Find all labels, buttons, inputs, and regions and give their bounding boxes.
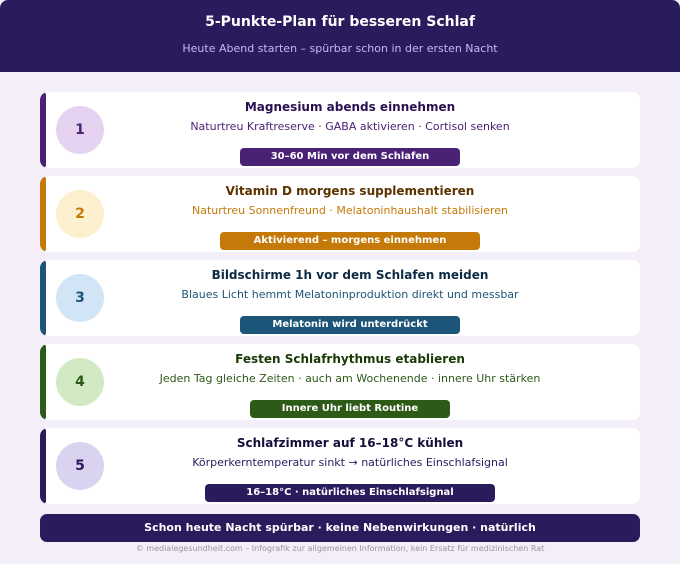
step-card-5 bbox=[40, 428, 640, 504]
step-card-1 bbox=[40, 92, 640, 168]
step-description: Naturtreu Sonnenfreund · Melatoninhaushalt stabilisieren bbox=[192, 204, 508, 217]
step-tag: Aktivierend – morgens einnehmen bbox=[220, 232, 480, 250]
step-number-badge: 4 bbox=[56, 358, 104, 406]
footer-banner: Schon heute Nacht spürbar · keine Nebenwirkungen · natürlich bbox=[40, 514, 640, 542]
step-tag: 30–60 Min vor dem Schlafen bbox=[240, 148, 460, 166]
step-accent-bar bbox=[40, 260, 46, 336]
step-number-badge: 1 bbox=[56, 106, 104, 154]
step-accent-bar bbox=[40, 92, 46, 168]
step-description: Blaues Licht hemmt Melatoninproduktion direkt und messbar bbox=[181, 288, 519, 301]
step-title: Bildschirme 1h vor dem Schlafen meiden bbox=[211, 268, 489, 282]
step-tag: Melatonin wird unterdrückt bbox=[240, 316, 460, 334]
step-tag: Innere Uhr liebt Routine bbox=[250, 400, 450, 418]
step-number-badge: 3 bbox=[56, 274, 104, 322]
step-card-3 bbox=[40, 260, 640, 336]
step-number-badge: 5 bbox=[56, 442, 104, 490]
page-subtitle: Heute Abend starten – spürbar schon in der ersten Nacht bbox=[182, 42, 498, 55]
step-accent-bar bbox=[40, 428, 46, 504]
step-title: Vitamin D morgens supplementieren bbox=[225, 184, 475, 198]
step-card-2 bbox=[40, 176, 640, 252]
footer-credit: © medialegesundheit.com – Infografik zur allgemeinen Information, kein Ersatz für medizinischen Rat bbox=[135, 544, 545, 553]
step-tag: 16–18°C · natürliches Einschlafsignal bbox=[205, 484, 495, 502]
step-number-badge: 2 bbox=[56, 190, 104, 238]
step-accent-bar bbox=[40, 176, 46, 252]
header-banner bbox=[0, 0, 680, 72]
page-title: 5-Punkte-Plan für besseren Schlaf bbox=[205, 14, 475, 30]
step-description: Körperkerntemperatur sinkt → natürliches Einschlafsignal bbox=[192, 456, 508, 469]
step-title: Festen Schlafrhythmus etablieren bbox=[235, 352, 465, 366]
step-title: Magnesium abends einnehmen bbox=[244, 100, 456, 114]
step-accent-bar bbox=[40, 344, 46, 420]
step-description: Naturtreu Kraftreserve · GABA aktivieren · Cortisol senken bbox=[190, 120, 510, 133]
step-description: Jeden Tag gleiche Zeiten · auch am Wochenende · innere Uhr stärken bbox=[159, 372, 541, 385]
step-title: Schlafzimmer auf 16–18°C kühlen bbox=[236, 436, 464, 450]
step-card-4 bbox=[40, 344, 640, 420]
